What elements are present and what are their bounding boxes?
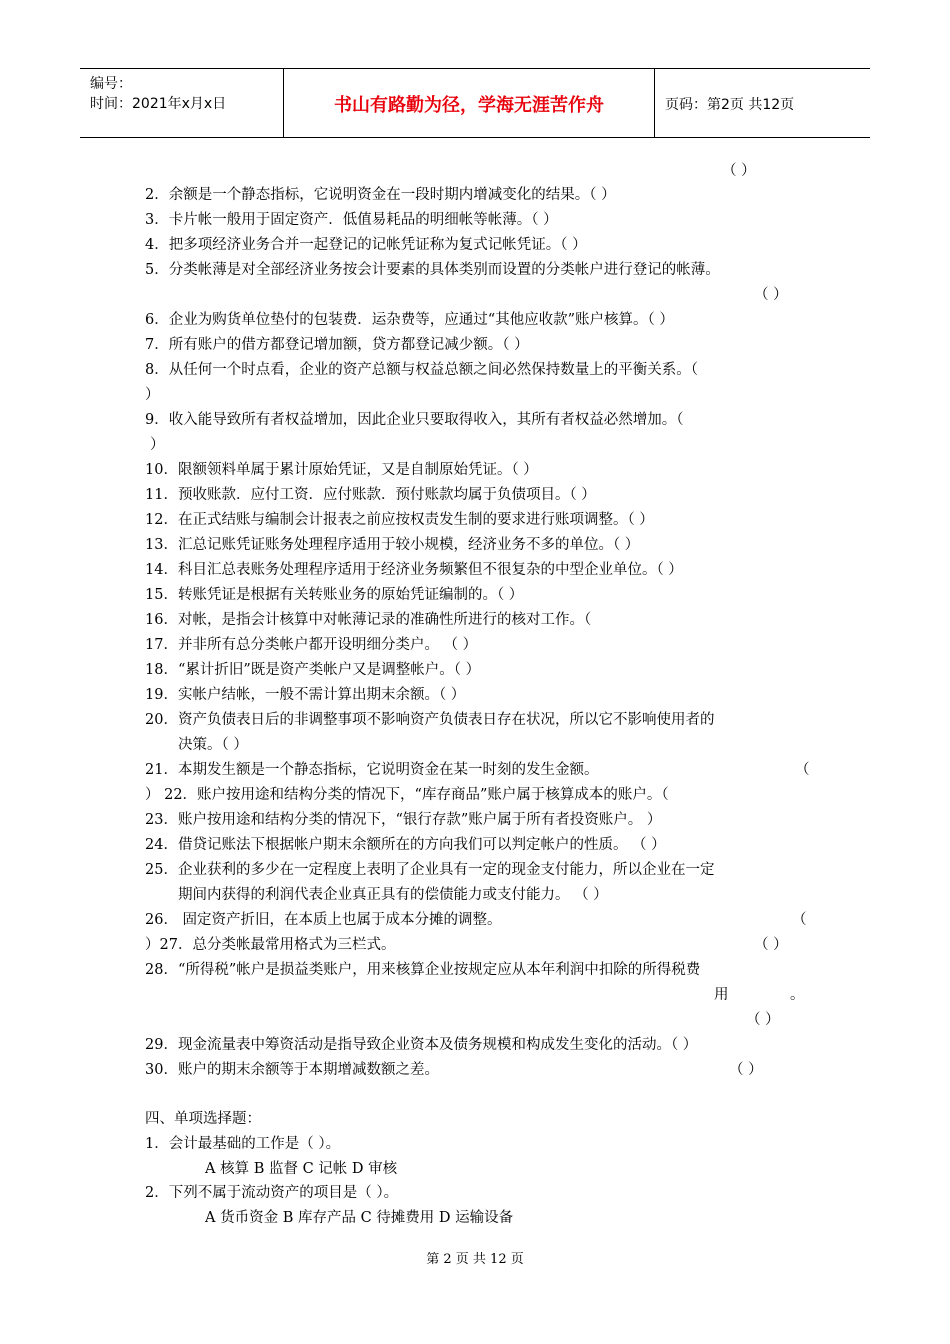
text-line: 26． 固定资产折旧，在本质上也属于成本分摊的调整。 [145, 912, 502, 928]
text-line: 8．从任何一个时点看，企业的资产总额与权益总额之间必然保持数量上的平衡关系。（ [145, 362, 698, 378]
text-line: （ [795, 762, 810, 778]
text-line: 19．实帐户结帐，一般不需计算出期末余额。（ ） [145, 687, 466, 703]
text-line: 2．余额是一个静态指标，它说明资金在一段时期内增减变化的结果。（ ） [145, 187, 616, 203]
text-line: A 核算 B 监督 C 记帐 D 审核 [205, 1161, 398, 1177]
text-line: A 货币资金 B 库存产品 C 待摊费用 D 运输设备 [205, 1210, 514, 1226]
text-line: 5．分类帐薄是对全部经济业务按会计要素的具体类别而设置的分类帐户进行登记的帐薄。 [145, 262, 720, 278]
text-line: （ ） [722, 163, 756, 179]
header-page-cell [655, 69, 870, 137]
text-line: 14．科目汇总表账务处理程序适用于经济业务频繁但不很复杂的中型企业单位。（ ） [145, 562, 683, 578]
text-line: 17．并非所有总分类帐户都开设明细分类户。 （ ） [145, 637, 478, 653]
text-line: 18．“累计折旧”既是资产类帐户又是调整帐户。（ ） [145, 662, 481, 678]
text-line: （ ） [746, 1012, 780, 1028]
text-line: 25．企业获利的多少在一定程度上表明了企业具有一定的现金支付能力，所以企业在一定 [145, 862, 715, 878]
text-line: 用 [714, 987, 729, 1003]
text-line: 1．会计最基础的工作是（ ）。 [145, 1136, 341, 1152]
text-line: 2．下列不属于流动资产的项目是（ ）。 [145, 1185, 399, 1201]
header-info-cell [80, 69, 284, 137]
motto: 书山有路勤为径，学海无涯苦作舟 [334, 95, 604, 116]
text-line: ） [150, 437, 165, 453]
text-line: 10．限额领料单属于累计原始凭证，又是自制原始凭证。（ ） [145, 462, 538, 478]
header-motto-cell [284, 69, 655, 137]
time-label: 时间：2021年x月x日 [90, 96, 227, 112]
text-line: （ [792, 912, 807, 928]
text-line: 6．企业为购货单位垫付的包装费．运杂费等，应通过“其他应收款”账户核算。（ ） [145, 312, 674, 328]
text-line: 16．对帐，是指会计核算中对帐薄记录的准确性所进行的核对工作。（ [145, 612, 592, 628]
text-line: ）27．总分类帐最常用格式为三栏式。 [145, 937, 396, 953]
text-line: 7．所有账户的借方都登记增加额，贷方都登记减少额。（ ） [145, 337, 529, 353]
section-heading: 四、单项选择题： [145, 1111, 261, 1127]
text-line: 9．收入能导致所有者权益增加，因此企业只要取得收入，其所有者权益必然增加。（ [145, 412, 684, 428]
text-line: 11．预收账款．应付工资．应付账款．预付账款均属于负债项目。（ ） [145, 487, 596, 503]
text-line: 13．汇总记账凭证账务处理程序适用于较小规模，经济业务不多的单位。（ ） [145, 537, 640, 553]
text-line: 23．账户按用途和结构分类的情况下，“银行存款”账户属于所有者投资账户。 ） [145, 812, 662, 828]
text-line: （ ） [754, 287, 788, 303]
text-line: 30．账户的期末余额等于本期增减数额之差。 [145, 1062, 439, 1078]
text-line: 24．借贷记账法下根据帐户期末余额所在的方向我们可以判定帐户的性质。 （ ） [145, 837, 666, 853]
text-line: 。 [790, 987, 805, 1003]
text-line: 20．资产负债表日后的非调整事项不影响资产负债表日存在状况，所以它不影响使用者的 [145, 712, 715, 728]
text-line: （ ） [729, 1062, 763, 1078]
text-line: 29．现金流量表中筹资活动是指导致企业资本及债务规模和构成发生变化的活动。（ ） [145, 1037, 698, 1053]
text-line: 期间内获得的利润代表企业真正具有的偿债能力或支付能力。 （ ） [178, 887, 608, 903]
text-line: ） 22．账户按用途和结构分类的情况下，“库存商品”账户属于核算成本的账户。（ [145, 787, 669, 803]
header-table [80, 68, 870, 138]
text-line: 28．“所得税”帐户是损益类账户，用来核算企业按规定应从本年利润中扣除的所得税费 [145, 962, 701, 978]
text-line: 15．转账凭证是根据有关转账业务的原始凭证编制的。（ ） [145, 587, 524, 603]
text-line: 21．本期发生额是一个静态指标，它说明资金在某一时刻的发生金额。 [145, 762, 599, 778]
text-line: （ ） [754, 937, 788, 953]
page-footer: 第 2 页 共 12 页 [426, 1252, 524, 1267]
code-label: 编号： [90, 76, 132, 92]
text-line: 决策。（ ） [178, 737, 248, 753]
text-line: 3．卡片帐一般用于固定资产．低值易耗品的明细帐等帐薄。（ ） [145, 212, 558, 228]
text-line: 12．在正式结账与编制会计报表之前应按权责发生制的要求进行账项调整。（ ） [145, 512, 654, 528]
text-line: 4．把多项经济业务合并一起登记的记帐凭证称为复式记帐凭证。（ ） [145, 237, 587, 253]
text-line: ） [145, 387, 160, 403]
page-info: 页码：第2页 共12页 [665, 97, 795, 113]
